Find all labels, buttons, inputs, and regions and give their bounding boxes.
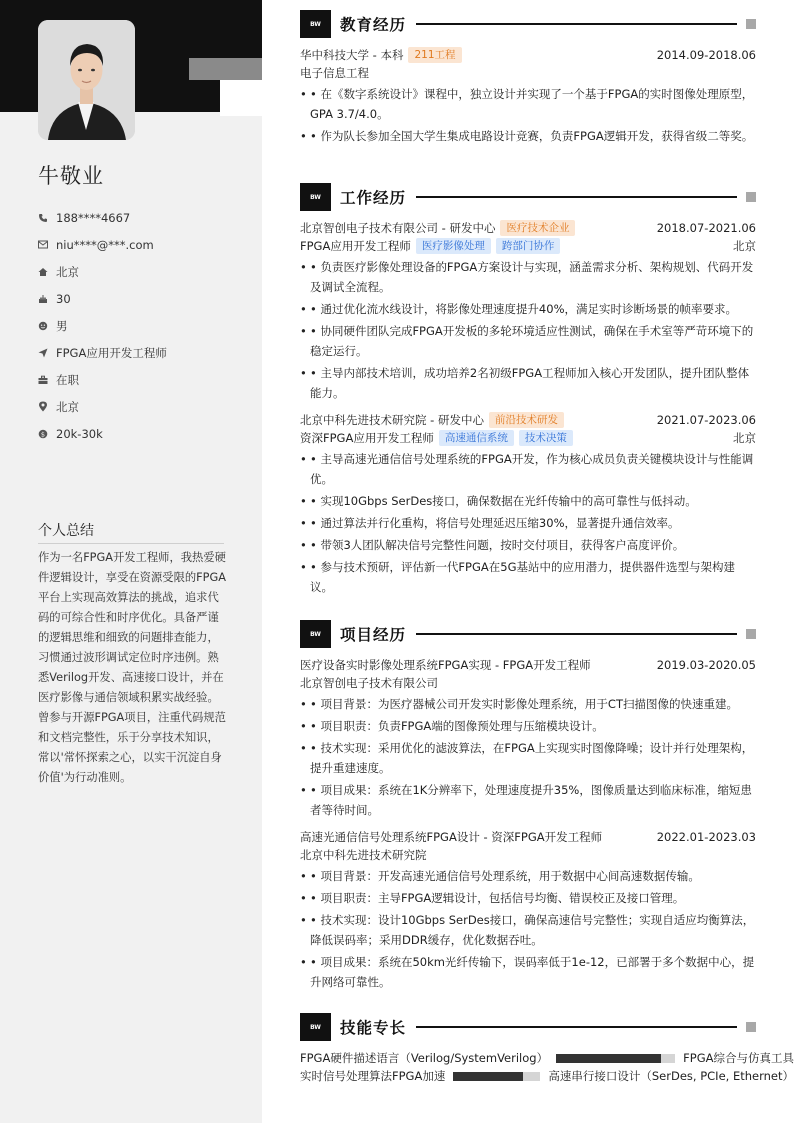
section-title-projects: 项目经历	[340, 626, 407, 644]
contact-target-city	[38, 393, 248, 420]
list-item: • • 项目背景：开发高速光通信信号处理系统，用于数据中心间高速数据传输。	[300, 866, 756, 886]
section-badge: BW	[300, 10, 331, 38]
avatar	[38, 20, 135, 140]
section-divider	[416, 23, 737, 25]
list-item: • • 作为队长参加全国大学生集成电路设计竞赛，负责FPGA逻辑开发，获得省级二等奖。	[300, 126, 756, 146]
contact-phone-text: 188****4667	[56, 210, 131, 225]
list-item: • • 参与技术预研，评估新一代FPGA在5G基站中的应用潜力，提供器件选型与架构建议。	[300, 557, 756, 597]
section-title-education: 教育经历	[340, 16, 407, 34]
section-badge: BW	[300, 1013, 331, 1041]
job-role-row	[300, 429, 756, 447]
section-square-icon	[746, 19, 756, 29]
section-square-icon	[746, 192, 756, 202]
job-role-tag: 高速通信系统	[439, 430, 514, 446]
section-divider	[416, 1026, 737, 1028]
section-square-icon	[746, 1022, 756, 1032]
work-job-1	[300, 219, 756, 405]
section-title-work: 工作经历	[340, 189, 407, 207]
decor-gray-block	[189, 58, 262, 80]
project-org: 北京中科先进技术研究院	[300, 848, 427, 862]
project-2	[300, 828, 756, 994]
education-major: 电子信息工程	[300, 66, 369, 80]
contact-salary	[38, 420, 248, 447]
project-name: 医疗设备实时影像处理系统FPGA实现 - FPGA开发工程师	[300, 658, 591, 672]
work-job-2	[300, 411, 756, 599]
contact-phone	[38, 204, 248, 231]
job-date: 2021.07-2023.06	[656, 413, 756, 427]
section-header-education	[300, 10, 756, 38]
email-icon	[38, 238, 56, 252]
skill-row	[300, 1049, 794, 1067]
briefcase-icon	[38, 373, 56, 387]
job-company-tag: 医疗技术企业	[500, 220, 575, 236]
section-divider	[416, 196, 737, 198]
birthday-cake-icon	[38, 292, 56, 306]
contact-age-text: 30	[56, 291, 71, 306]
list-item: • • 通过算法并行化重构，将信号处理延迟压缩30%，显著提升通信效率。	[300, 513, 756, 533]
section-divider	[416, 633, 737, 635]
education-header-row	[300, 46, 756, 64]
list-item: • • 项目职责：负责FPGA端的图像预处理与压缩模块设计。	[300, 716, 756, 736]
education-school: 华中科技大学 - 本科	[300, 48, 404, 62]
summary-text: 作为一名FPGA开发工程师，我热爱硬件逻辑设计，享受在资源受限的FPGA平台上实现高效算法的挑战，追求代码的可综合性和时序优化。具备严谨的逻辑思维和细致的问题排查能力，习惯通过波形调试定位时序违例。熟悉Verilog开发、高速接口设计，并在医疗影像与通信领域积累实战经验。曾参与开源FPGA项目，注重代码规范和文档完整性，乐于分享技术知识，常以'常怀探索之心，以实干沉淀自身价值'为行动准则。	[38, 551, 226, 784]
job-bullets	[300, 257, 756, 403]
education-block	[300, 46, 756, 148]
skill-level-bar	[453, 1072, 540, 1081]
job-role-tag: 技术决策	[519, 430, 573, 446]
list-item: • • 主导高速光通信信号处理系统的FPGA开发，作为核心成员负责关键模块设计与性能调优。	[300, 449, 756, 489]
list-item: • • 负责医疗影像处理设备的FPGA方案设计与实现，涵盖需求分析、架构规划、代码开发及调试全流程。	[300, 257, 756, 297]
svg-text:$: $	[40, 429, 46, 438]
project-date: 2019.03-2020.05	[656, 658, 756, 672]
summary-title: 个人总结	[38, 520, 224, 544]
candidate-name: 牛敬业	[38, 164, 104, 188]
skill-name: FPGA硬件描述语言（Verilog/SystemVerilog）	[300, 1051, 549, 1065]
project-org-row	[300, 846, 756, 864]
contact-status-text: 在职	[56, 372, 79, 387]
contact-status	[38, 366, 248, 393]
job-city: 北京	[733, 431, 756, 445]
project-header-row	[300, 828, 756, 846]
job-header-row	[300, 411, 756, 429]
skill-level-bar	[556, 1054, 675, 1063]
decor-white-block	[220, 80, 262, 116]
project-date: 2022.01-2023.03	[656, 830, 756, 844]
phone-icon	[38, 211, 56, 225]
list-item: • • 通过优化流水线设计，将影像处理速度提升40%，满足实时诊断场景的帧率要求。	[300, 299, 756, 319]
salary-icon	[38, 427, 56, 441]
contact-salary-text: 20k-30k	[56, 426, 103, 441]
list-item: • • 协同硬件团队完成FPGA开发板的多轮环境适应性测试，确保在手术室等严苛环境下的稳定运行。	[300, 321, 756, 361]
job-header-row	[300, 219, 756, 237]
skill-level-fill	[556, 1054, 661, 1063]
list-item: • • 主导内部技术培训，成功培养2名初级FPGA工程师加入核心开发团队，提升团队整体能力。	[300, 363, 756, 403]
send-icon	[38, 346, 56, 360]
section-header-skills	[300, 1013, 756, 1041]
job-company-tag: 前沿技术研发	[489, 412, 564, 428]
contact-home-text: 北京	[56, 264, 79, 279]
job-company: 北京中科先进技术研究院 - 研发中心	[300, 413, 484, 427]
section-header-projects	[300, 620, 756, 648]
section-badge: BW	[300, 183, 331, 211]
project-1	[300, 656, 756, 822]
list-item: • • 项目成果：系统在50km光纤传输下，误码率低于1e-12，已部署于多个数据中心，提升网络可靠性。	[300, 952, 756, 992]
job-role-tag: 医疗影像处理	[416, 238, 491, 254]
gender-icon	[38, 319, 56, 333]
list-item: • • 技术实现：设计10Gbps SerDes接口，确保高速信号完整性；实现自适应均衡算法，降低误码率；采用DDR缓存，优化数据吞吐。	[300, 910, 756, 950]
list-item: • • 在《数字系统设计》课程中，独立设计并实现了一个基于FPGA的实时图像处理原型，GPA 3.7/4.0。	[300, 84, 756, 124]
project-org-row	[300, 674, 756, 692]
job-city: 北京	[733, 239, 756, 253]
job-role-tag: 跨部门协作	[496, 238, 561, 254]
skill-name: 高速串行接口设计（SerDes, PCIe, Ethernet）	[548, 1069, 794, 1083]
skills-list	[300, 1049, 794, 1085]
home-icon	[38, 265, 56, 279]
location-pin-icon	[38, 400, 56, 414]
contact-email-text: niu****@***.com	[56, 237, 154, 252]
contact-list	[38, 204, 248, 447]
contact-email	[38, 231, 248, 258]
skill-level-fill	[453, 1072, 523, 1081]
contact-gender-text: 男	[56, 318, 68, 333]
education-bullets	[300, 84, 756, 146]
project-org: 北京智创电子技术有限公司	[300, 676, 438, 690]
job-role: FPGA应用开发工程师	[300, 239, 411, 253]
section-square-icon	[746, 629, 756, 639]
contact-target-city-text: 北京	[56, 399, 79, 414]
job-company: 北京智创电子技术有限公司 - 研发中心	[300, 221, 496, 235]
list-item: • • 项目成果：系统在1K分辨率下，处理速度提升35%，图像质量达到临床标准，缩短患者等待时间。	[300, 780, 756, 820]
list-item: • • 实现10Gbps SerDes接口，确保数据在光纤传输中的高可靠性与低抖动。	[300, 491, 756, 511]
sidebar	[0, 0, 262, 1123]
portrait-photo-icon	[38, 20, 135, 140]
section-header-work	[300, 183, 756, 211]
education-major-row	[300, 64, 756, 82]
skill-name: FPGA综合与仿真工具	[683, 1051, 794, 1065]
contact-position-text: FPGA应用开发工程师	[56, 345, 167, 360]
project-name: 高速光通信信号处理系统FPGA设计 - 资深FPGA开发工程师	[300, 830, 603, 844]
skill-name: 实时信号处理算法FPGA加速	[300, 1069, 446, 1083]
list-item: • • 技术实现：采用优化的滤波算法，在FPGA上实现实时图像降噪；设计并行处理架构，提升重建速度。	[300, 738, 756, 778]
list-item: • • 带领3人团队解决信号完整性问题，按时交付项目，获得客户高度评价。	[300, 535, 756, 555]
job-bullets	[300, 449, 756, 597]
contact-home	[38, 258, 248, 285]
education-date: 2014.09-2018.06	[656, 48, 756, 62]
contact-position	[38, 339, 248, 366]
job-date: 2018.07-2021.06	[656, 221, 756, 235]
contact-age	[38, 285, 248, 312]
job-role-row	[300, 237, 756, 255]
project-bullets	[300, 694, 756, 820]
education-tag: 211工程	[408, 47, 461, 63]
contact-gender	[38, 312, 248, 339]
section-badge: BW	[300, 620, 331, 648]
list-item: • • 项目背景：为医疗器械公司开发实时影像处理系统，用于CT扫描图像的快速重建。	[300, 694, 756, 714]
list-item: • • 项目职责：主导FPGA逻辑设计，包括信号均衡、错误校正及接口管理。	[300, 888, 756, 908]
section-title-skills: 技能专长	[340, 1019, 407, 1037]
project-bullets	[300, 866, 756, 992]
job-role: 资深FPGA应用开发工程师	[300, 431, 434, 445]
project-header-row	[300, 656, 756, 674]
skill-row	[300, 1067, 794, 1085]
